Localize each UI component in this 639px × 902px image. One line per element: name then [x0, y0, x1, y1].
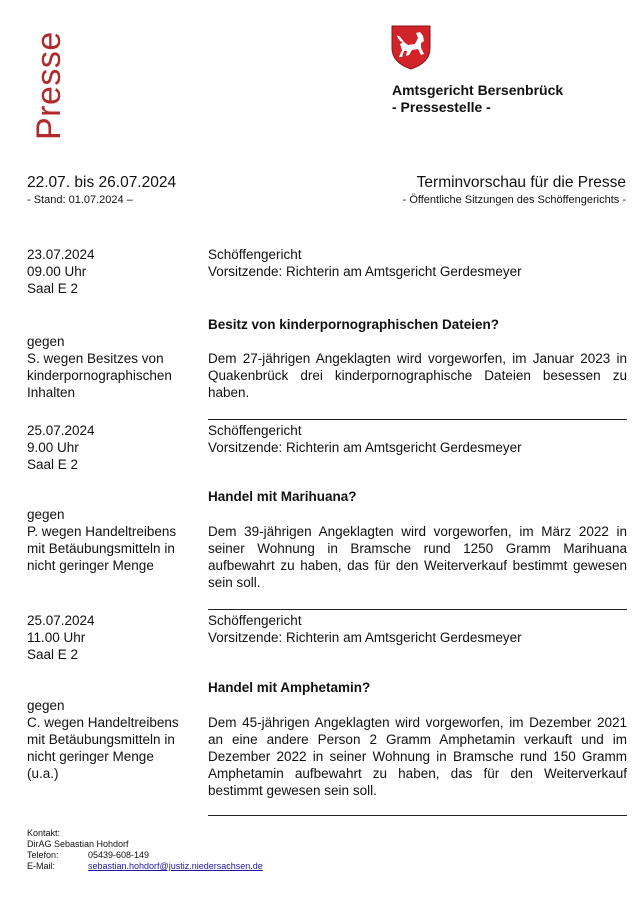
page-title: Terminvorschau für die Presse [416, 174, 626, 191]
court-header [392, 82, 563, 116]
case-party [27, 506, 202, 574]
case-time: 11.00 Uhr [27, 630, 86, 645]
case-court-info [208, 422, 627, 456]
case-divider [208, 609, 627, 610]
case-chair: Vorsitzende: Richterin am Amtsgericht Gerdesmeyer [208, 440, 522, 455]
case-time: 9.00 Uhr [27, 440, 79, 455]
case-headline: Handel mit Marihuana? [208, 489, 357, 504]
case-party-line: C. wegen Handeltreibens [27, 715, 179, 730]
case-chair: Vorsitzende: Richterin am Amtsgericht Gerdesmeyer [208, 264, 522, 279]
contact-heading: Kontakt: [27, 828, 61, 838]
case-date: 23.07.2024 [27, 247, 95, 262]
case-schedule [27, 246, 202, 297]
phone-label: Telefon: [27, 850, 59, 860]
page-subtitle: - Öffentliche Sitzungen des Schöffengerichts - [402, 194, 626, 206]
case-against: gegen [27, 334, 65, 349]
case-description: Dem 39-jährigen Angeklagten wird vorgeworfen, im März 2022 in seiner Wohnung in Bramsche rund 1250 Gramm Marihuana aufbewahrt zu haben, das für den Weiterverkauf bestimmt gewesen sein soll. [208, 524, 627, 590]
contact-name: DirAG Sebastian Hohdorf [27, 839, 129, 849]
case-party-line: Inhalten [27, 385, 76, 400]
case-description: Dem 27-jährigen Angeklagten wird vorgeworfen, im Januar 2023 in Quakenbrück drei kinderpornographische Dateien besessen zu haben. [208, 351, 627, 400]
case-court-info [208, 612, 627, 646]
case-court: Schöffengericht [208, 613, 302, 628]
case-chair: Vorsitzende: Richterin am Amtsgericht Gerdesmeyer [208, 630, 522, 645]
case-party [27, 697, 202, 782]
case-date: 25.07.2024 [27, 613, 95, 628]
case-party-line: mit Betäubungsmitteln in [27, 732, 175, 747]
period-range: 22.07. bis 26.07.2024 [27, 174, 177, 191]
status-date: - Stand: 01.07.2024 – [27, 194, 133, 206]
case-room: Saal E 2 [27, 457, 79, 472]
case-room: Saal E 2 [27, 647, 79, 662]
case-party-line: (u.a.) [27, 766, 59, 781]
contact-phone-row [27, 850, 263, 861]
case-party-line: mit Betäubungsmitteln in [27, 541, 175, 556]
case-schedule [27, 422, 202, 473]
case-party-line: nicht geringer Menge [27, 558, 154, 573]
case-court-info [208, 246, 627, 280]
case-headline: Besitz von kinderpornographischen Dateien? [208, 317, 500, 332]
case-divider [208, 815, 627, 816]
case-against: gegen [27, 507, 65, 522]
lower-saxony-horse-crest-icon [390, 24, 432, 70]
court-name: Amtsgericht Bersenbrück [392, 82, 564, 98]
email-label: E-Mail: [27, 861, 56, 871]
case-court: Schöffengericht [208, 247, 302, 262]
case-date: 25.07.2024 [27, 423, 95, 438]
case-against: gegen [27, 698, 65, 713]
case-court: Schöffengericht [208, 423, 302, 438]
case-schedule [27, 612, 202, 663]
contact-email-row [27, 861, 263, 872]
case-party-line: kinderpornographischen [27, 368, 172, 383]
case-party-line: nicht geringer Menge [27, 749, 154, 764]
case-headline: Handel mit Amphetamin? [208, 680, 371, 695]
case-room: Saal E 2 [27, 281, 79, 296]
phone-number: 05439-608-149 [88, 850, 150, 860]
email-link[interactable]: sebastian.hohdorf@justiz.niedersachsen.de [88, 861, 263, 871]
case-party-line: P. wegen Handeltreibens [27, 524, 177, 539]
case-party-line: S. wegen Besitzes von [27, 351, 164, 366]
press-office: - Pressestelle - [392, 99, 491, 115]
case-divider [208, 419, 627, 420]
case-description: Dem 45-jährigen Angeklagten wird vorgeworfen, im Dezember 2021 an eine andere Person 2 Gramm Amphetamin verkauft und im Dezember 2022 in seiner Wohnung in Bramsche rund 150 Gramm Amphetamin aufbewahrt zu haben, das für den Weiterverkauf bestimmt gewesen sein soll. [208, 715, 627, 798]
contact-block [27, 828, 263, 872]
presse-brand [18, 31, 78, 150]
case-time: 09.00 Uhr [27, 264, 87, 279]
case-party [27, 333, 202, 401]
presse-label: Presse [30, 31, 68, 140]
